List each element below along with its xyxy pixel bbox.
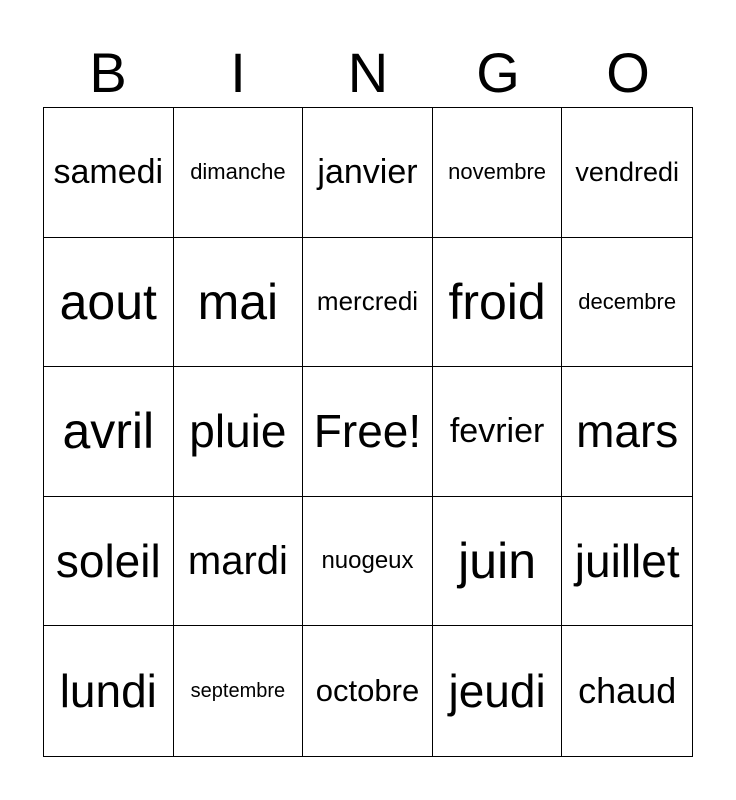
cell-label: avril xyxy=(62,403,155,460)
header-letter-b: B xyxy=(89,41,127,104)
cell-label: novembre xyxy=(448,159,547,185)
bingo-cell[interactable] xyxy=(303,497,433,627)
bingo-cell[interactable] xyxy=(433,238,563,368)
bingo-cell[interactable] xyxy=(303,238,433,368)
bingo-cell[interactable] xyxy=(44,238,174,368)
bingo-cell[interactable] xyxy=(562,497,692,627)
cell-label: vendredi xyxy=(575,156,679,187)
bingo-cell[interactable] xyxy=(562,626,692,756)
bingo-cell[interactable] xyxy=(303,626,433,756)
cell-label: mars xyxy=(576,405,679,458)
bingo-cell[interactable] xyxy=(44,108,174,238)
bingo-cell[interactable] xyxy=(562,238,692,368)
bingo-board xyxy=(43,107,693,757)
bingo-cell[interactable] xyxy=(174,626,304,756)
cell-label: jeudi xyxy=(448,665,546,718)
cell-label: chaud xyxy=(578,670,677,712)
bingo-cell[interactable] xyxy=(44,626,174,756)
free-space-cell[interactable] xyxy=(303,367,433,497)
bingo-cell[interactable] xyxy=(562,367,692,497)
cell-label: lundi xyxy=(59,665,157,718)
cell-label: soleil xyxy=(55,535,161,588)
bingo-cell[interactable] xyxy=(562,108,692,238)
bingo-cell[interactable] xyxy=(433,626,563,756)
bingo-cell[interactable] xyxy=(433,497,563,627)
header-letter-o: O xyxy=(606,41,650,104)
cell-label: mercredi xyxy=(316,286,419,317)
bingo-header xyxy=(43,38,693,108)
free-space-label: Free! xyxy=(313,405,422,458)
cell-label: aout xyxy=(59,273,157,330)
bingo-cell[interactable] xyxy=(433,108,563,238)
cell-label: pluie xyxy=(189,405,287,458)
bingo-cell[interactable] xyxy=(174,238,304,368)
cell-label: dimanche xyxy=(190,159,286,185)
bingo-cell[interactable] xyxy=(44,497,174,627)
cell-label: nuogeux xyxy=(321,547,414,575)
cell-label: mai xyxy=(197,273,279,330)
bingo-cell[interactable] xyxy=(174,497,304,627)
cell-label: froid xyxy=(448,273,546,330)
bingo-cell[interactable] xyxy=(174,108,304,238)
cell-label: septembre xyxy=(190,679,286,702)
cell-label: mardi xyxy=(187,538,288,583)
cell-label: janvier xyxy=(317,152,418,191)
cell-label: decembre xyxy=(578,288,677,314)
bingo-cell[interactable] xyxy=(303,108,433,238)
header-letter-n: N xyxy=(347,41,389,104)
bingo-cell[interactable] xyxy=(44,367,174,497)
cell-label: juillet xyxy=(574,535,680,588)
header-letter-i: I xyxy=(230,41,246,104)
header-letter-g: G xyxy=(476,41,520,104)
bingo-cell[interactable] xyxy=(433,367,563,497)
cell-label: samedi xyxy=(53,152,164,191)
cell-label: juin xyxy=(458,533,537,590)
bingo-cell[interactable] xyxy=(174,367,304,497)
cell-label: octobre xyxy=(315,673,420,709)
cell-label: fevrier xyxy=(449,411,545,450)
